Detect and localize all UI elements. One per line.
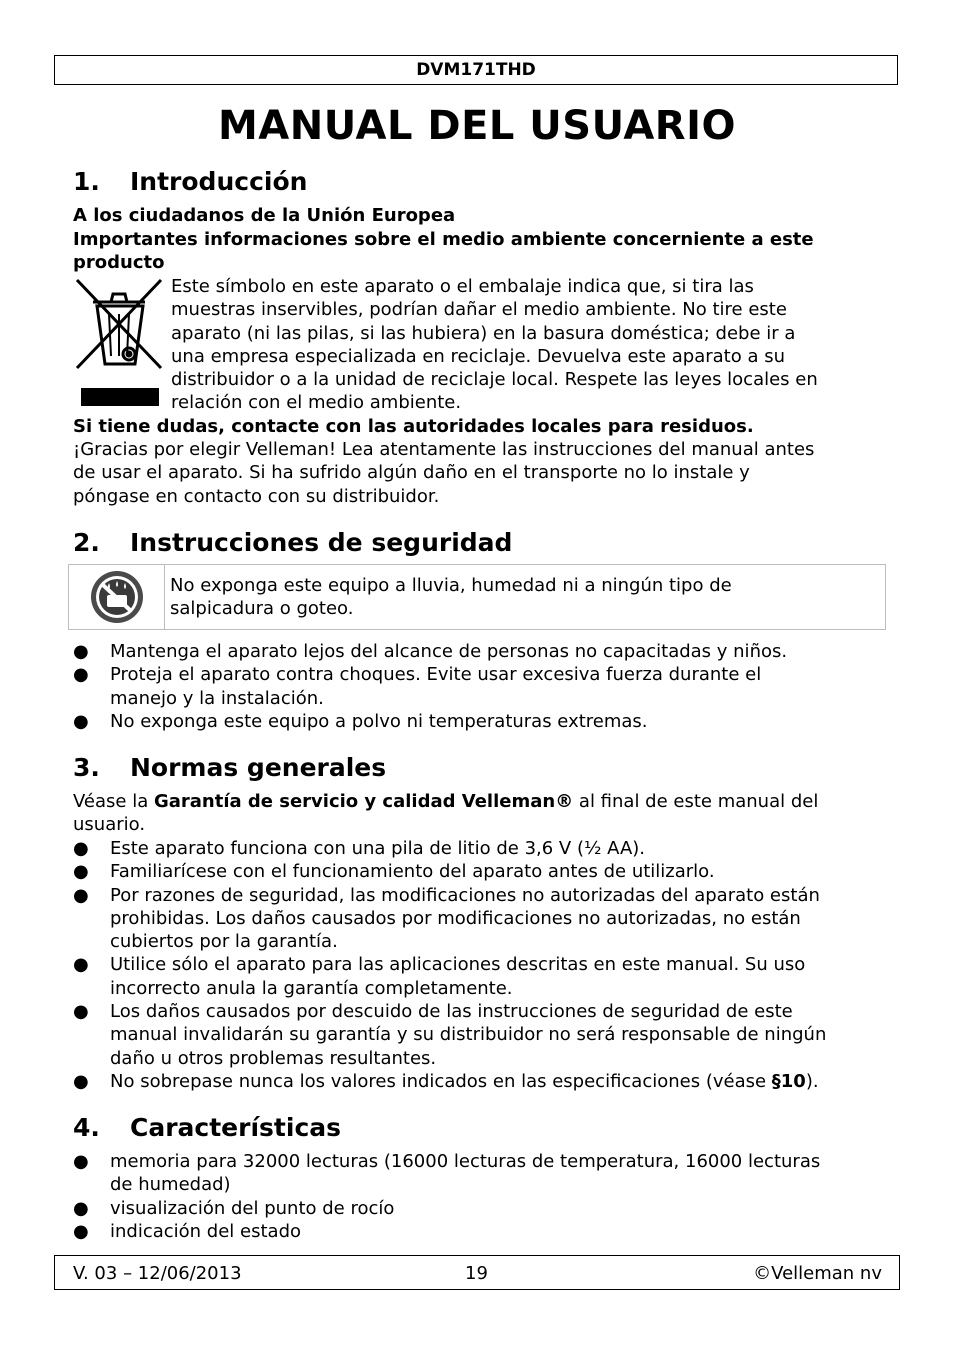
section-reference: §10 xyxy=(771,1070,806,1092)
section-title: Introducción xyxy=(130,167,308,196)
text-line: una empresa especializada en reciclaje. Devuelva este aparato a su xyxy=(171,345,786,367)
list-item xyxy=(73,663,885,710)
section-heading-general xyxy=(73,752,386,784)
list-item xyxy=(73,1150,885,1197)
text-line: Utilice sólo el aparato para las aplicaciones descritas en este manual. Su uso xyxy=(110,954,806,976)
text-run: ). xyxy=(805,1070,819,1092)
bullet-icon: ● xyxy=(73,861,89,883)
text-line: No exponga este equipo a lluvia, humedad ni a ningún tipo de xyxy=(170,575,732,596)
section-title: Instrucciones de seguridad xyxy=(130,528,513,557)
text-line: Familiarícese con el funcionamiento del aparato antes de utilizarlo. xyxy=(110,861,715,883)
general-bullet-list xyxy=(73,837,885,1093)
list-item xyxy=(73,1070,885,1093)
text-line: daño u otros problemas resultantes. xyxy=(110,1047,437,1069)
bullet-icon: ● xyxy=(73,1001,89,1023)
safety-icon-cell xyxy=(69,565,165,629)
list-item xyxy=(73,710,885,733)
text-line: distribuidor o a la unidad de reciclaje local. Respete las leyes locales en xyxy=(171,369,818,391)
document-title: MANUAL DEL USUARIO xyxy=(218,103,736,149)
section-number: 4. xyxy=(73,1113,100,1142)
text-line: Este aparato funciona con una pila de litio de 3,6 V (½ AA). xyxy=(110,838,646,859)
bullet-icon: ● xyxy=(73,1151,89,1172)
section-title: Características xyxy=(130,1113,342,1142)
bullet-icon: ● xyxy=(73,954,89,976)
safety-warning-text xyxy=(165,565,732,629)
page-footer xyxy=(54,1255,900,1290)
text-line: Este símbolo en este aparato o el embalaje indica que, si tira las xyxy=(171,276,754,297)
list-item xyxy=(73,884,885,954)
text-line: manejo y la instalación. xyxy=(110,687,324,709)
text-line: Proteja el aparato contra choques. Evite usar excesiva fuerza durante el xyxy=(110,664,762,686)
text-line: incorrecto anula la garantía completamente. xyxy=(110,977,513,999)
list-item xyxy=(73,953,885,1000)
bullet-icon: ● xyxy=(73,884,89,906)
text-line: memoria para 32000 lecturas (16000 lecturas de temperatura, 16000 lecturas xyxy=(110,1151,821,1172)
features-bullet-list xyxy=(73,1150,885,1243)
text-line: Los daños causados por descuido de las instrucciones de seguridad de este xyxy=(110,1001,793,1023)
section-number: 3. xyxy=(73,753,100,782)
section-heading-safety xyxy=(73,527,512,559)
text-line xyxy=(73,790,885,813)
header-model-box xyxy=(54,55,898,85)
text-run: Véase la xyxy=(73,791,154,812)
list-item xyxy=(73,860,885,883)
list-item xyxy=(73,640,885,663)
text-line: No exponga este equipo a polvo ni temperaturas extremas. xyxy=(110,710,648,732)
eu-heading: A los ciudadanos de la Unión Europea xyxy=(73,205,456,226)
section-heading-features xyxy=(73,1112,341,1144)
list-item xyxy=(73,837,885,860)
text-line: muestras inservibles, podrían dañar el medio ambiente. No tire este xyxy=(171,299,787,321)
text-line: de humedad) xyxy=(110,1174,231,1196)
section-title: Normas generales xyxy=(130,753,387,782)
warranty-reference: Garantía de servicio y calidad Velleman® xyxy=(153,791,574,812)
footer-copyright: ©Velleman nv xyxy=(753,1263,882,1284)
text-line: Mantenga el aparato lejos del alcance de personas no capacitadas y niños. xyxy=(110,641,788,662)
bullet-icon: ● xyxy=(73,710,89,732)
section-number: 2. xyxy=(73,528,100,557)
text-line: aparato (ni las pilas, si las hubiera) en la basura doméstica; debe ir a xyxy=(171,322,796,344)
text-line: manual invalidarán su garantía y su distribuidor no será responsable de ningún xyxy=(110,1024,827,1046)
footer-version: V. 03 – 12/06/2013 xyxy=(73,1263,242,1284)
text-line xyxy=(110,1070,885,1093)
general-intro xyxy=(73,790,885,837)
bullet-icon: ● xyxy=(73,838,89,859)
list-item xyxy=(73,1197,885,1220)
text-line: ¡Gracias por elegir Velleman! Lea atentamente las instrucciones del manual antes xyxy=(73,439,815,460)
no-water-splash-icon xyxy=(89,569,145,625)
list-item xyxy=(73,1220,885,1243)
list-item xyxy=(73,1000,885,1070)
text-line: cubiertos por la garantía. xyxy=(110,931,338,953)
footer-page-number: 19 xyxy=(465,1263,488,1284)
text-line: relación con el medio ambiente. xyxy=(171,392,462,414)
bullet-icon: ● xyxy=(73,1070,89,1092)
bullet-icon: ● xyxy=(73,1197,89,1219)
text-run: No sobrepase nunca los valores indicados en las especificaciones (véase xyxy=(110,1070,772,1092)
weee-paragraph xyxy=(171,275,886,415)
thanks-paragraph xyxy=(73,438,885,508)
text-line: Por razones de seguridad, las modificaciones no autorizadas del aparato están xyxy=(110,884,820,906)
bullet-icon: ● xyxy=(73,1220,89,1242)
bullet-icon: ● xyxy=(73,664,89,686)
text-line: usuario. xyxy=(73,814,146,836)
text-line: póngase en contacto con su distribuidor. xyxy=(73,485,440,507)
env-heading-line1: Importantes informaciones sobre el medio ambiente concerniente a este xyxy=(73,229,814,250)
text-line: salpicadura o goteo. xyxy=(170,598,354,620)
bullet-icon: ● xyxy=(73,641,89,662)
weee-bin-icon xyxy=(73,276,165,408)
text-line: prohibidas. Los daños causados por modificaciones no autorizadas, no están xyxy=(110,907,801,929)
safety-bullet-list xyxy=(73,640,885,733)
model-name: DVM171THD xyxy=(416,60,536,80)
env-heading-line2: producto xyxy=(73,252,165,273)
doubt-notice: Si tiene dudas, contacte con las autoridades locales para residuos. xyxy=(73,416,754,437)
text-line: visualización del punto de rocío xyxy=(110,1197,395,1219)
text-line: indicación del estado xyxy=(110,1220,302,1242)
section-heading-intro xyxy=(73,166,307,198)
text-line: de usar el aparato. Si ha sufrido algún daño en el transporte no lo instale y xyxy=(73,462,750,484)
safety-warning-table xyxy=(68,564,886,630)
section-number: 1. xyxy=(73,167,100,196)
text-run: al final de este manual del xyxy=(573,791,819,812)
